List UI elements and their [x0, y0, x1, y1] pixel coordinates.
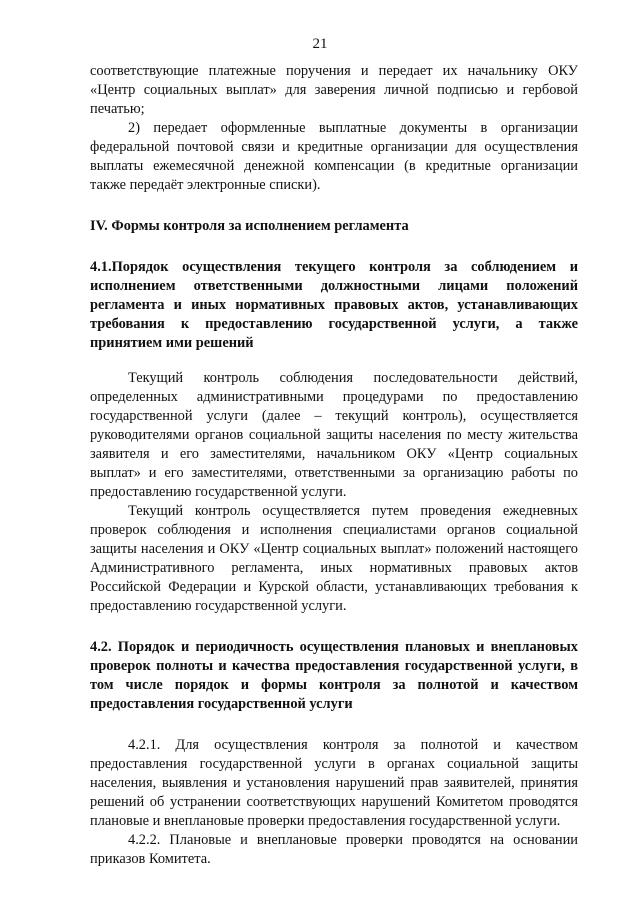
paragraph-continuation: соответствующие платежные поручения и передает их начальнику ОКУ «Центр социальных выплат» для заверения личной подписью и гербовой печатью;	[90, 63, 578, 117]
paragraph-item-2: 2) передает оформленные выплатные документы в организации федеральной почтовой связи и кредитные организации для осуществления выплаты ежемесячной денежной компенсации (в кредитные организации также передаёт электронные списки).	[90, 120, 578, 193]
section-4-2-2-paragraph: 4.2.2. Плановые и внеплановые проверки проводятся на основании приказов Комитета.	[90, 832, 578, 867]
document-body	[90, 62, 578, 869]
section-4-1-paragraph-2: Текущий контроль осуществляется путем проведения ежедневных проверок соблюдения и исполнения специалистами органов социальной защиты населения и ОКУ «Центр социальных выплат» положений настоящего Административного регламента, иных нормативных правовых актов Российской Федерации и Курской области, устанавливающих требования к предоставлению государственной услуги.	[90, 503, 578, 614]
page-number: 21	[312, 36, 328, 52]
section-4-1-paragraph-1: Текущий контроль соблюдения последовательности действий, определенных административными процедурами по предоставлению государственной услуги (далее – текущий контроль), осуществляется руководителями органов социальной защиты населения по месту жительства заявителя и его заместителями, начальником ОКУ «Центр социальных выплат» и его заместителями, ответственными за организацию работы по предоставлению государственной услуги.	[90, 370, 578, 500]
section-4-2-1-paragraph: 4.2.1. Для осуществления контроля за полнотой и качеством предоставления государственной услуги в органах социальной защиты населения, выявления и установления нарушений прав заявителей, принятия решений об устранении соответствующих нарушений Комитетом проводятся плановые и внеплановые проверки предоставления государственной услуги.	[90, 737, 578, 829]
section-4-2-title: 4.2. Порядок и периодичность осуществления плановых и внеплановых проверок полноты и качества предоставления государственной услуги, в том числе порядок и формы контроля за полнотой и качеством предоставления государственной услуги	[90, 639, 578, 712]
section-iv-title: IV. Формы контроля за исполнением регламента	[90, 218, 409, 234]
section-4-1-title: 4.1.Порядок осуществления текущего контроля за соблюдением и исполнением ответственными должностными лицами положений регламента и иных нормативных правовых актов, устанавливающих требования к предоставлению государственной услуги, а также принятием ими решений	[90, 259, 578, 351]
